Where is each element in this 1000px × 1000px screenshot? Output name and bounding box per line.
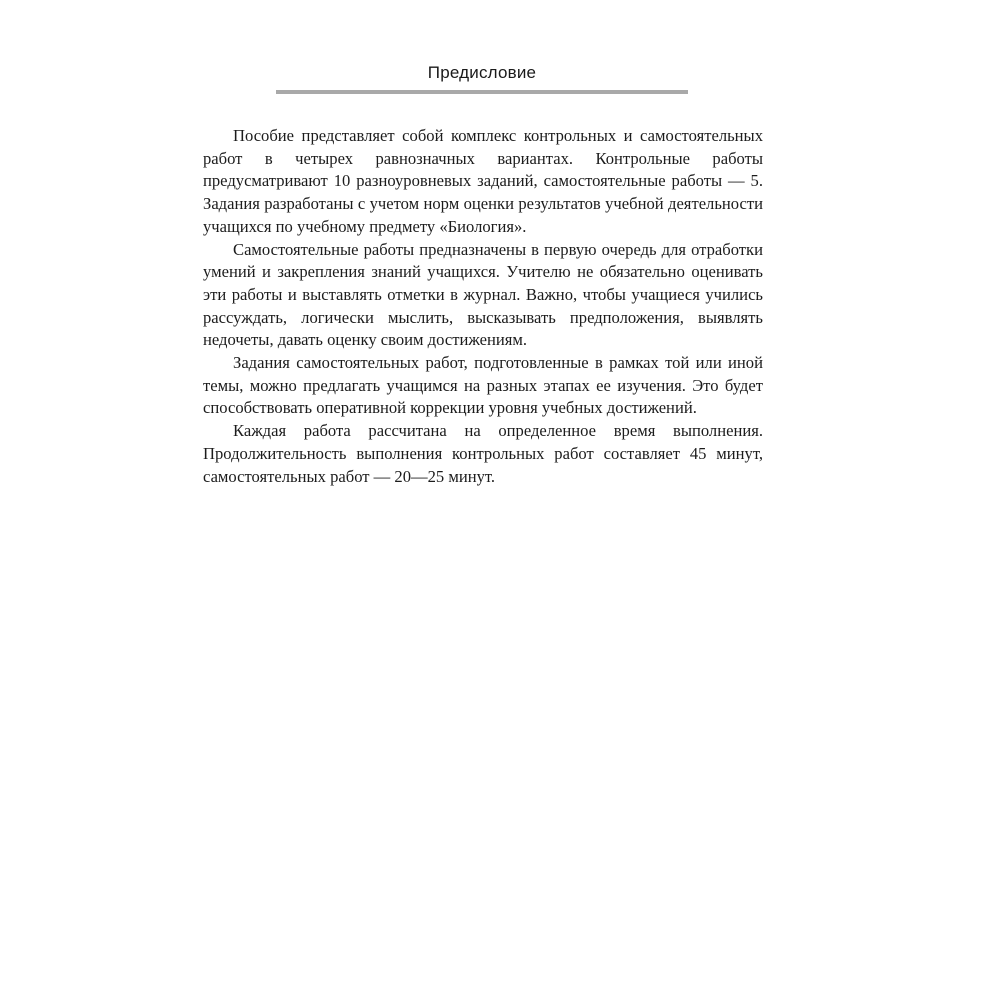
paragraph-2: Самостоятельные работы предназначены в первую очередь для отработки умений и закрепления знаний учащихся. Учителю не обязательно оценивать эти работы и выставлять отметки в журнал. Важно, чтобы учащиеся учились рассуждать, логически мыслить, высказывать предположения, выявлять недочеты, давать оценку своим достижениям. — [203, 239, 763, 350]
page-title: Предисловие — [427, 63, 537, 82]
paragraph-4: Каждая работа рассчитана на определенное время выполнения. Продолжительность выполнения контрольных работ составляет 45 минут, самостоятельных работ — 20—25 минут. — [203, 421, 763, 486]
paragraph-3: Задания самостоятельных работ, подготовленные в рамках той или иной темы, можно предлагать учащимся на разных этапах ее изучения. Это будет способствовать оперативной коррекции уровня учебных достижений. — [203, 353, 763, 418]
header-rule — [276, 90, 688, 94]
preface-body — [203, 125, 763, 488]
paragraph-1: Пособие представляет собой комплекс контрольных и самостоятельных работ в четырех равнозначных вариантах. Контрольные работы предусматривают 10 разноуровневых заданий, самостоятельные работы — 5. Задания разработаны с учетом норм оценки результатов учебной деятельности учащихся по учебному предмету «Биология». — [203, 126, 763, 236]
